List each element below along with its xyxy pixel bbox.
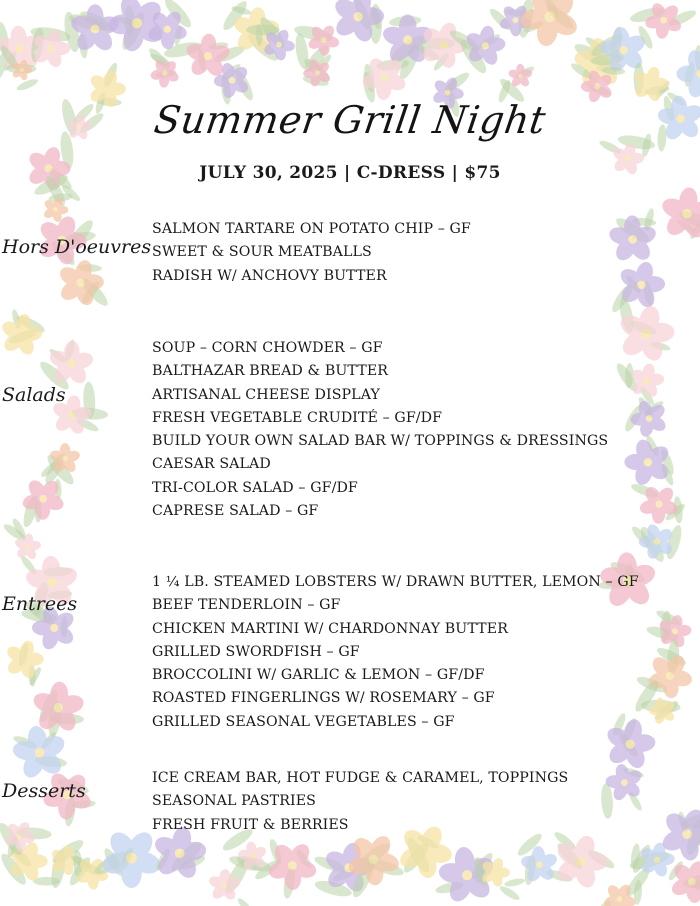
menu-item: SEASONAL PASTRIES (152, 793, 316, 810)
menu-item: CAESAR SALAD (152, 456, 271, 473)
page-title: Summer Grill Night (151, 98, 549, 142)
salads-list (152, 337, 608, 523)
menu-item: FRESH FRUIT & BERRIES (152, 816, 349, 833)
menu-item: ICE CREAM BAR, HOT FUDGE & CARAMEL, TOPPINGS (152, 770, 569, 786)
section-label-entrees: Entrees (2, 593, 78, 615)
menu-item: ROASTED FINGERLINGS W/ ROSEMARY – GF (152, 690, 495, 707)
flower-shape (644, 1, 683, 40)
menu-item: GRILLED SEASONAL VEGETABLES – GF (152, 713, 455, 730)
menu-item: SALMON TARTARE ON POTATO CHIP – GF (152, 221, 471, 237)
menu-item: ARTISANAL CHEESE DISPLAY (152, 386, 380, 403)
menu-item: BUILD YOUR OWN SALAD BAR W/ TOPPINGS & DRESSINGS (152, 433, 609, 450)
menu-item: BALTHAZAR BREAD & BUTTER (152, 363, 389, 380)
menu-item: SWEET & SOUR MEATBALLS (152, 244, 372, 261)
leaf-shape (236, 896, 255, 906)
event-details: JULY 30, 2025 | C-DRESS | $75 (199, 163, 501, 183)
menu-item: CHICKEN MARTINI W/ CHARDONNAY BUTTER (152, 620, 508, 637)
menu-item: FRESH VEGETABLE CRUDITÉ – GF/DF (152, 409, 443, 426)
flower-shape (659, 187, 700, 242)
section-label-salads: Salads (2, 384, 66, 406)
flower-shape (0, 313, 43, 357)
menu-item: RADISH W/ ANCHOVY BUTTER (152, 267, 387, 284)
flower-shape (676, 48, 700, 100)
menu-item: CAPRESE SALAD – GF (152, 503, 319, 520)
menu-item: GRILLED SWORDFISH – GF (152, 643, 360, 660)
menu-item: BROCCOLINI W/ GARLIC & LEMON – GF/DF (152, 667, 485, 684)
menu-item: 1 ¼ LB. STEAMED LOBSTERS W/ DRAWN BUTTER, LEMON – GF (152, 574, 639, 590)
leaf-shape (600, 783, 614, 820)
desserts-list (152, 767, 568, 837)
leaf-shape (15, 77, 39, 92)
leaf-shape (504, 877, 526, 888)
entrees-list (152, 571, 639, 734)
flower-shape (630, 399, 668, 438)
hors-doeuvres-list (152, 218, 471, 288)
menu-item: TRI-COLOR SALAD – GF/DF (152, 479, 358, 496)
flower-shape (669, 858, 700, 904)
flower-shape (12, 725, 68, 781)
section-label-hors-doeuvres: Hors D'oeuvres (2, 236, 152, 258)
menu-item: BEEF TENDERLOIN – GF (152, 597, 341, 614)
menu-item: SOUP – CORN CHOWDER – GF (152, 340, 383, 356)
section-label-desserts: Desserts (2, 780, 86, 802)
leaf-shape (498, 884, 521, 902)
